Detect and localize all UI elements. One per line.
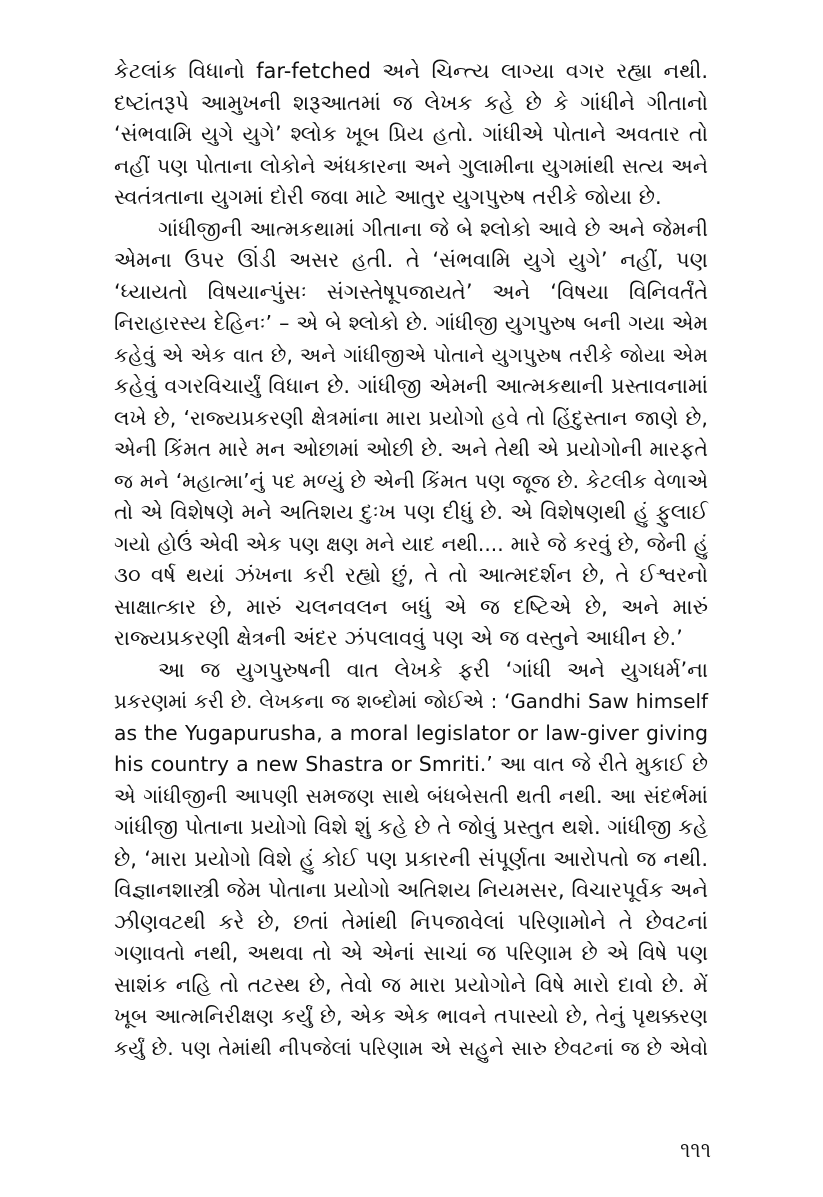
text-line: છે, ‘મારા પ્રયોગો વિશે હું કોઈ પણ પ્રકારની સંપૂર્ણતા આરોપતો જ નથી. [114, 846, 708, 871]
text-line: કહેવું વગરવિચાર્યું વિધાન છે. ગાંધીજી એમની આત્મકથાની પ્રસ્તાવનામાં [114, 374, 708, 398]
text-line: તો એ વિશેષણે મને અતિશય દુઃખ પણ દીધું છે. એ વિશેષણથી હું ફુલાઈ [114, 500, 708, 524]
page-number: ૧૧૧ [680, 1138, 711, 1162]
text-line: વિજ્ઞાનશાસ્ત્રી જેમ પોતાના પ્રયોગો અતિશય નિયમસર, વિચારપૂર્વક અને [114, 878, 708, 902]
text-line: ખૂબ આત્મનિરીક્ષણ કર્યું છે, એક એક ભાવને તપાસ્યો છે, તેનું પૃથક્કરણ [114, 1004, 708, 1028]
text-line: એની કિંમત મારે મન ઓછામાં ઓછી છે. અને તેથી એ પ્રયોગોની મારફતે [114, 437, 708, 461]
text-line: ગાંધીજીની આત્મકથામાં ગીતાના જે બે શ્લોકો આવે છે અને જેમની [158, 216, 708, 241]
text-line: કેટલાંક વિધાનો far-fetched અને ચિન્ત્ય લાગ્યા વગર રહ્યા નથી. [114, 59, 708, 83]
text-line: ગયો હોઉં એવી એક પણ ક્ષણ મને યાદ નથી.... મારે જે કરવું છે, જેની હું [114, 531, 708, 556]
text-line: ગણાવતો નથી, અથવા તો એ એનાં સાચાં જ પરિણામ છે એ વિષે પણ [114, 941, 708, 965]
text-line: લખે છે, ‘રાજ્યપ્રકરણી ક્ષેત્રમાંના મારા પ્રયોગો હવે તો હિંદુસ્તાન જાણે છે, [114, 405, 708, 430]
text-line: દષ્ટાંતરૂપે આમુખની શરૂઆતમાં જ લેખક કહે છે કે ગાંધીને ગીતાનો [114, 90, 708, 115]
text-line: ૩૦ વર્ષ થયાં ઝંખના કરી રહ્યો છું, તે તો આત્મદર્શન છે, તે ઈશ્વરનો [114, 563, 708, 587]
text-line: સાક્ષાત્કાર છે, મારું ચલનવલન બધું એ જ દષ્ટિએ છે, અને મારું [114, 594, 708, 619]
body-text [114, 56, 708, 1064]
text-line: કર્યું છે. પણ તેમાંથી નીપજેલાં પરિણામ એ સહુને સારુ છેવટનાં જ છે એવો [114, 1035, 708, 1060]
text-line: જ મને ‘મહાત્મા’નું પદ મળ્યું છે એની કિંમત પણ જૂજ છે. કેટલીક વેળાએ [114, 468, 708, 493]
text-line: ‘સંભવામિ યુગે યુગે’ શ્લોક ખૂબ પ્રિય હતો. ગાંધીએ પોતાને અવતાર તો [114, 122, 708, 146]
text-line: ઝીણવટથી કરે છે, છતાં તેમાંથી નિપજાવેલાં પરિણામોને તે છેવટનાં [114, 909, 708, 934]
text-line: નહીં પણ પોતાના લોકોને અંધકારના અને ગુલામીના યુગમાંથી સત્ય અને [114, 153, 708, 178]
text-line: ગાંધીજી પોતાના પ્રયોગો વિશે શું કહે છે તે જોવું પ્રસ્તુત થશે. ગાંધીજી કહે [114, 815, 708, 839]
text-line: નિરાહારસ્ય દેહિનઃ’ – એ બે શ્લોકો છે. ગાંધીજી યુગપુરુષ બની ગયા એમ [114, 311, 708, 335]
text-line: રાજ્યપ્રકરણી ક્ષેત્રની અંદર ઝંપલાવવું પણ એ જ વસ્તુને આધીન છે.’ [114, 626, 683, 650]
text-line: એ ગાંધીજીની આપણી સમજણ સાથે બંધબેસતી થતી નથી. આ સંદર્ભમાં [114, 783, 708, 808]
text-line: સ્વતંત્રતાના યુગમાં દોરી જવા માટે આતુર યુગપુરુષ તરીકે જોયા છે. [114, 185, 662, 209]
text-line: ‘ધ્યાયતો વિષયાન્પુંસઃ સંગસ્તેષૂપજાયતે’ અને ‘વિષયા વિનિવર્તંતે [114, 279, 708, 304]
text-line: આ જ યુગપુરુષની વાત લેખકે ફરી ‘ગાંધી અને યુગધર્મ’ના [158, 657, 708, 682]
text-line: કહેવું એ એક વાત છે, અને ગાંધીજીએ પોતાને યુગપુરુષ તરીકે જોયા એમ [114, 342, 708, 367]
text-line: એમના ઉપર ઊંડી અસર હતી. તે ‘સંભવામિ યુગે યુગે’ નહીં, પણ [114, 248, 708, 272]
text-line: his country a new Shastra or Smriti.’ આ વાત જે રીતે મુકાઈ છે [114, 752, 708, 776]
text-line: પ્રકરણમાં કરી છે. લેખકના જ શબ્દોમાં જોઈએ : ‘Gandhi Saw himself [114, 690, 708, 713]
text-line: સાશંક નહિ તો તટસ્થ છે, તેવો જ મારા પ્રયોગોને વિષે મારો દાવો છે. મેં [114, 972, 708, 997]
text-line: as the Yugapurusha, a moral legislator or law-giver giving [114, 720, 708, 745]
